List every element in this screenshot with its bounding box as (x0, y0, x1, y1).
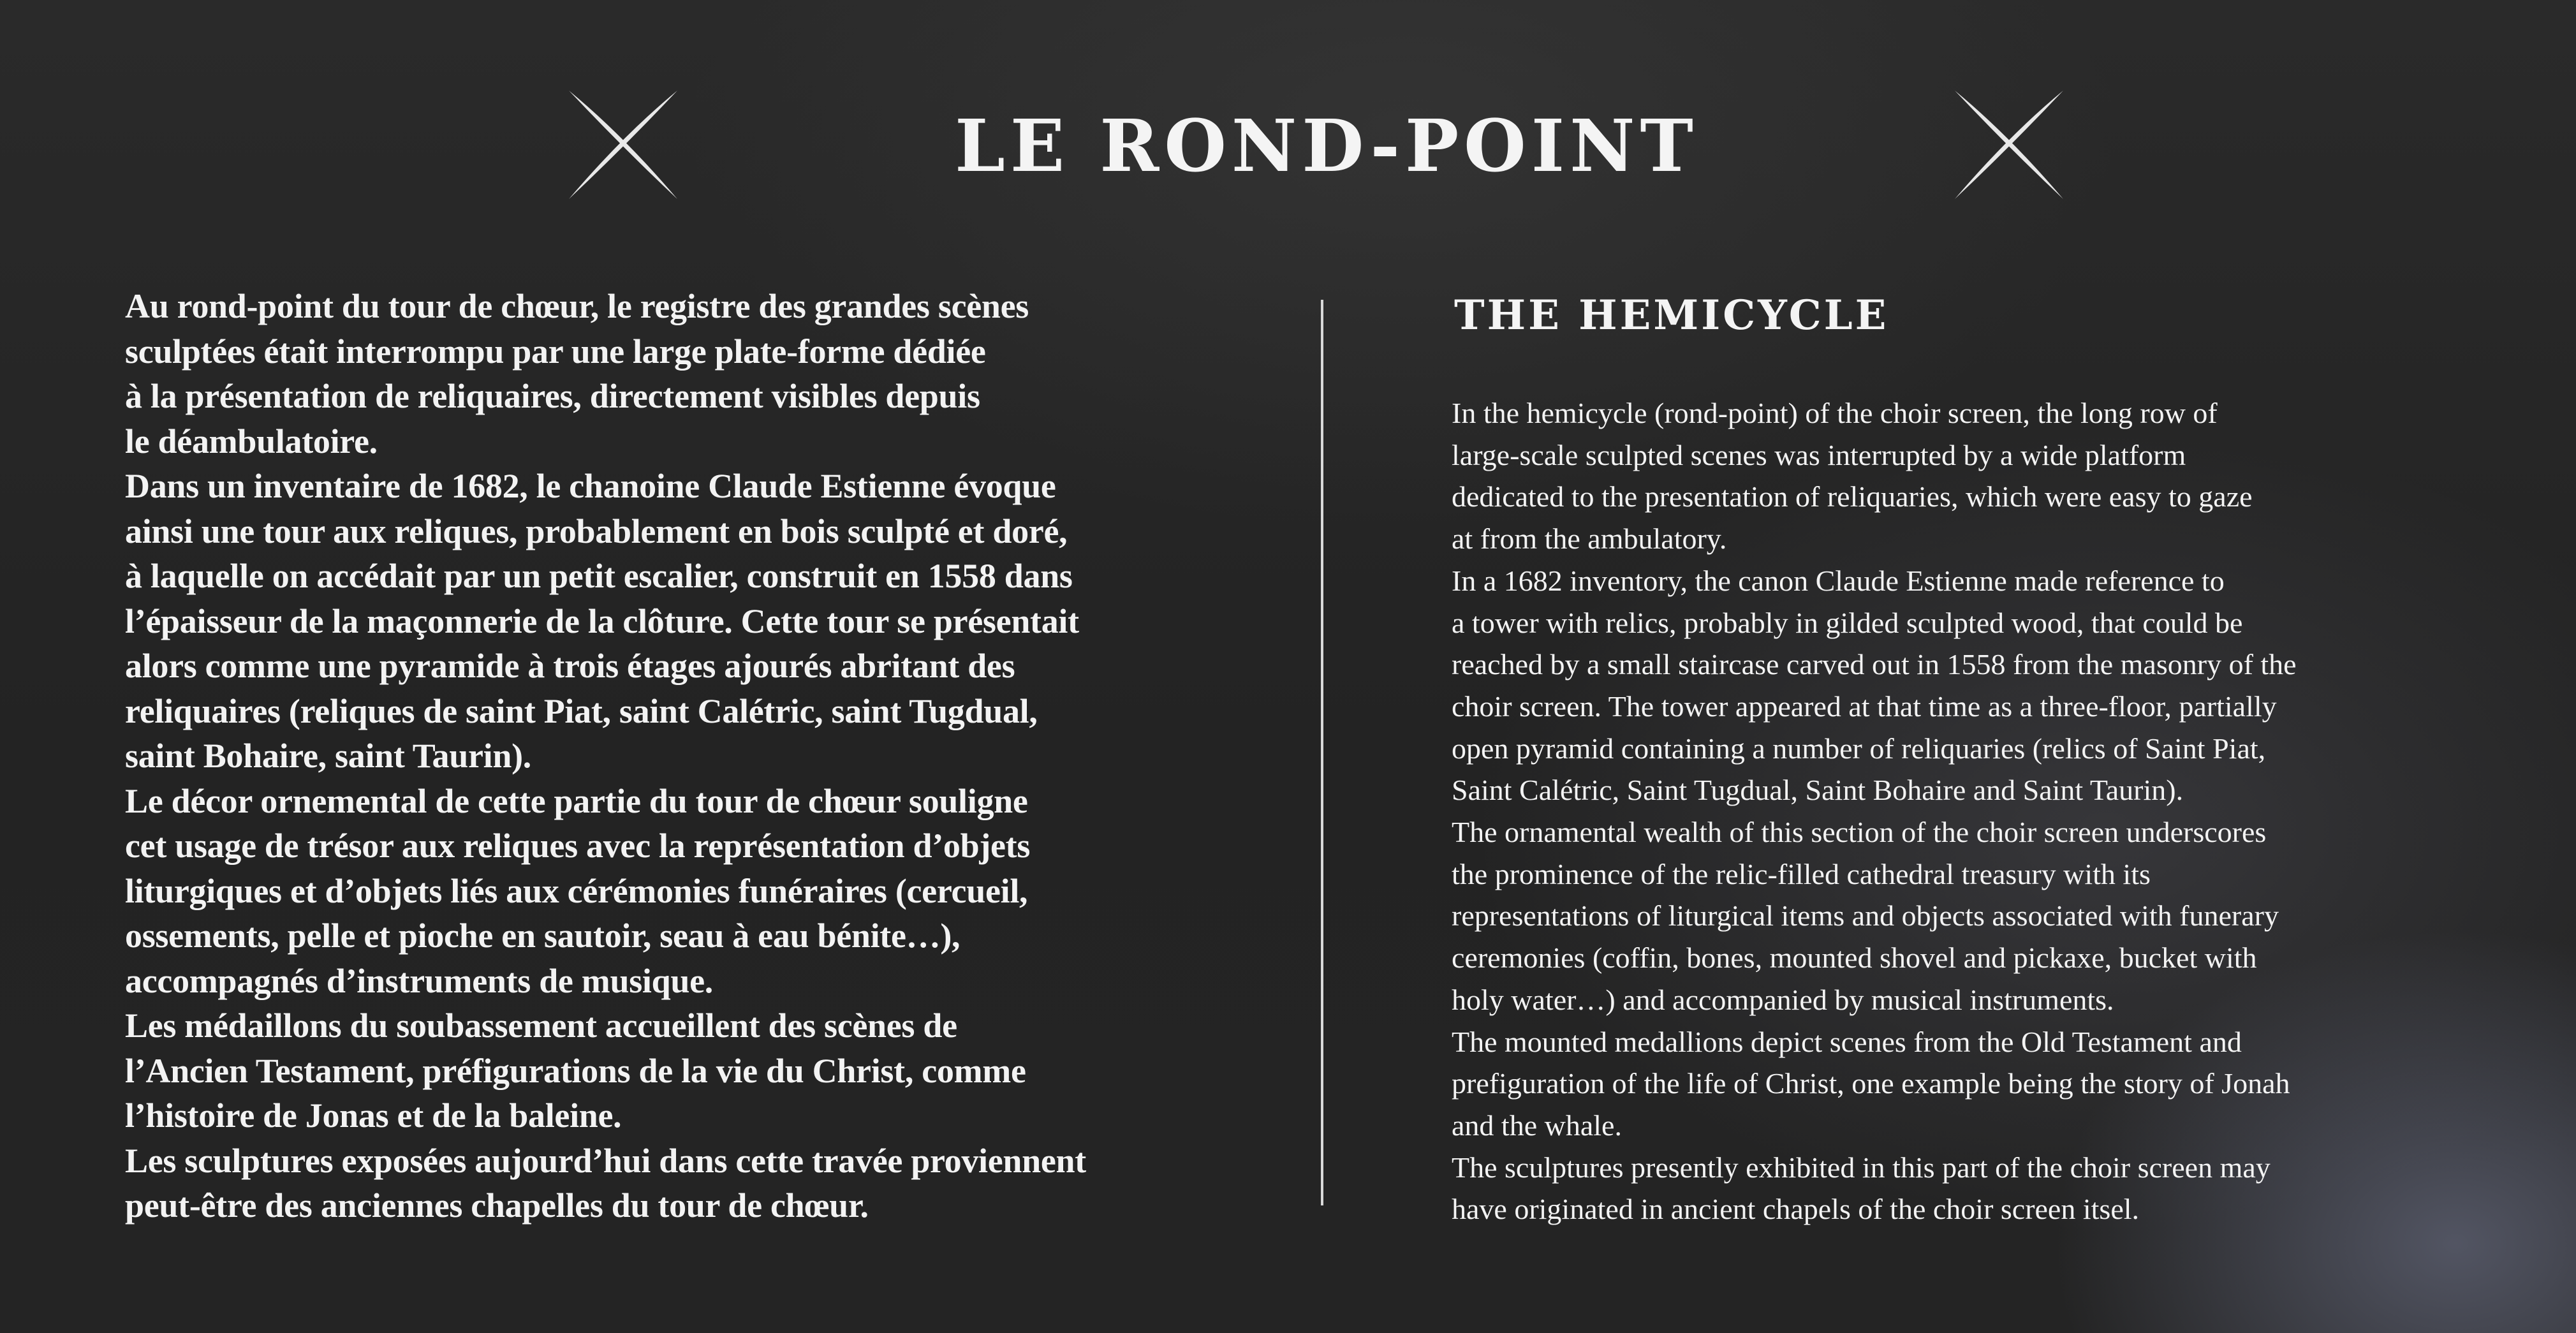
english-text-line: large-scale sculpted scenes was interrupted by a wide platform (1452, 438, 2186, 471)
english-text-line: open pyramid containing a number of reliquaries (relics of Saint Piat, (1452, 732, 2266, 765)
english-text-line: have originated in ancient chapels of the choir screen itsel. (1452, 1193, 2140, 1226)
french-text-line: Les sculptures exposées aujourd’hui dans cette travée proviennent (125, 1141, 1086, 1180)
french-text-line: ainsi une tour aux reliques, probablement en bois sculpté et doré, (125, 512, 1068, 550)
english-text-line: representations of liturgical items and objects associated with funerary (1452, 899, 2279, 932)
french-text-line: Les médaillons du soubassement accueillent des scènes de (125, 1006, 957, 1045)
english-text-line: prefiguration of the life of Christ, one example being the story of Jonah (1452, 1067, 2290, 1100)
french-text-line: liturgiques et d’objets liés aux cérémonies funéraires (cercueil, (125, 871, 1028, 910)
french-text-line: saint Bohaire, saint Taurin). (125, 737, 531, 775)
french-text-line: Le décor ornemental de cette partie du tour de chœur souligne (125, 781, 1028, 820)
english-text-column (1452, 392, 2504, 1230)
english-heading: THE HEMICYCLE (1454, 291, 1889, 339)
french-text-line: le déambulatoire. (125, 422, 378, 460)
french-text-line: l’histoire de Jonas et de la baleine. (125, 1096, 622, 1135)
french-text-line: à la présentation de reliquaires, directement visibles depuis (125, 377, 980, 415)
french-text-line: à laquelle on accédait par un petit escalier, construit en 1558 dans (125, 557, 1073, 595)
cross-ornament-icon (1948, 84, 2070, 205)
english-text-line: The sculptures presently exhibited in this part of the choir screen may (1452, 1151, 2271, 1184)
french-text-column (125, 284, 1248, 1228)
french-text-line: l’épaisseur de la maçonnerie de la clôture. Cette tour se présentait (125, 601, 1079, 640)
french-text-line: l’Ancien Testament, préfigurations de la vie du Christ, comme (125, 1051, 1026, 1090)
english-text-line: a tower with relics, probably in gilded sculpted wood, that could be (1452, 606, 2243, 639)
french-text-line: ossements, pelle et pioche en sautoir, seau à eau bénite…), (125, 917, 960, 955)
english-text-line: In a 1682 inventory, the canon Claude Estienne made reference to (1452, 564, 2225, 597)
english-text-line: The ornamental wealth of this section of the choir screen underscores (1452, 816, 2267, 849)
french-text-line: Au rond-point du tour de chœur, le registre des grandes scènes (125, 287, 1029, 325)
english-text-line: ceremonies (coffin, bones, mounted shovel and pickaxe, bucket with (1452, 941, 2257, 975)
page-title: LE ROND-POINT (955, 105, 1698, 188)
english-text-line: reached by a small staircase carved out in 1558 from the masonry of the (1452, 648, 2297, 681)
french-text-line: cet usage de trésor aux reliques avec la représentation d’objets (125, 827, 1031, 865)
cross-ornament-icon (563, 84, 684, 205)
column-divider (1321, 300, 1323, 1205)
french-text-line: sculptées était interrompu par une large plate-forme dédiée (125, 332, 986, 371)
english-text-line: at from the ambulatory. (1452, 522, 1727, 556)
english-text-line: Saint Calétric, Saint Tugdual, Saint Bohaire and Saint Taurin). (1452, 774, 2184, 807)
english-text-line: holy water…) and accompanied by musical instruments. (1452, 983, 2114, 1016)
french-text-line: alors comme une pyramide à trois étages ajourés abritant des (125, 647, 1015, 685)
french-text-line: Dans un inventaire de 1682, le chanoine Claude Estienne évoque (125, 467, 1056, 505)
english-text-line: The mounted medallions depict scenes from the Old Testament and (1452, 1025, 2242, 1058)
french-text-line: accompagnés d’instruments de musique. (125, 961, 713, 1000)
english-text-line: the prominence of the relic-filled cathedral treasury with its (1452, 857, 2151, 890)
french-text-line: reliquaires (reliques de saint Piat, saint Calétric, saint Tugdual, (125, 691, 1038, 730)
english-text-line: dedicated to the presentation of reliquaries, which were easy to gaze (1452, 480, 2253, 513)
english-text-line: and the whale. (1452, 1108, 1622, 1142)
french-text-line: peut-être des anciennes chapelles du tour de chœur. (125, 1186, 869, 1225)
english-text-line: In the hemicycle (rond-point) of the choir screen, the long row of (1452, 397, 2218, 429)
english-text-line: choir screen. The tower appeared at that time as a three-floor, partially (1452, 689, 2277, 723)
